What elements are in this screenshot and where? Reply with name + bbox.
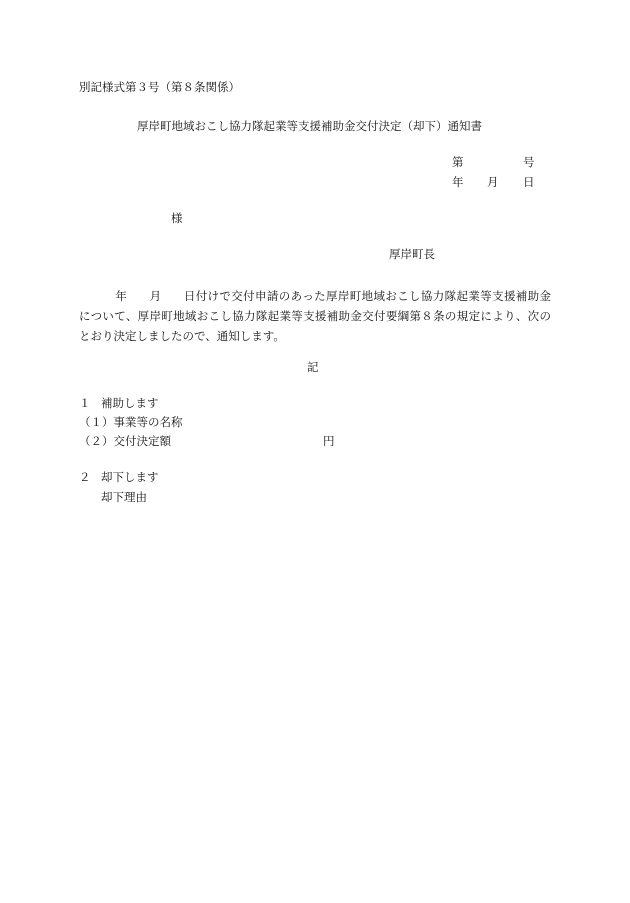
notice-body — [79, 286, 551, 346]
section-2-label: 却下します — [101, 470, 159, 484]
date-day-label: 日 — [523, 175, 535, 189]
section-1-label: 補助します — [101, 396, 159, 410]
ki-heading: 記 — [307, 360, 319, 374]
date-year-label: 年 — [452, 175, 464, 189]
section-1-number: １ — [79, 396, 91, 410]
body-line-1-text: 日付けで交付申請のあった厚岸町地域おこし協力隊起業等支援補助金 — [183, 289, 552, 303]
addressee-honorific: 様 — [171, 211, 183, 225]
section-1-item-grant-amount: （２）交付決定額 — [79, 434, 171, 448]
body-year-label: 年 — [115, 289, 128, 303]
yen-unit: 円 — [323, 434, 335, 448]
section-2-number: ２ — [79, 470, 91, 484]
document-title: 厚岸町地域おこし協力隊起業等支援補助金交付決定（却下）通知書 — [137, 119, 482, 133]
body-month-label: 月 — [149, 289, 162, 303]
doc-number-prefix: 第 — [452, 155, 464, 169]
section-1-item-project-name: （１）事業等の名称 — [79, 415, 183, 429]
body-line-3: とおり決定しましたので、通知します。 — [79, 329, 285, 343]
date-month-label: 月 — [487, 175, 499, 189]
body-line-1 — [79, 286, 551, 306]
form-reference: 別記様式第３号（第８条関係） — [79, 80, 240, 94]
doc-number-suffix: 号 — [523, 155, 535, 169]
rejection-reason-label: 却下理由 — [101, 490, 147, 504]
body-line-2: について、厚岸町地域おこし協力隊起業等支援補助金交付要綱第８条の規定により、次の — [79, 309, 551, 323]
sender-name: 厚岸町長 — [389, 247, 435, 261]
